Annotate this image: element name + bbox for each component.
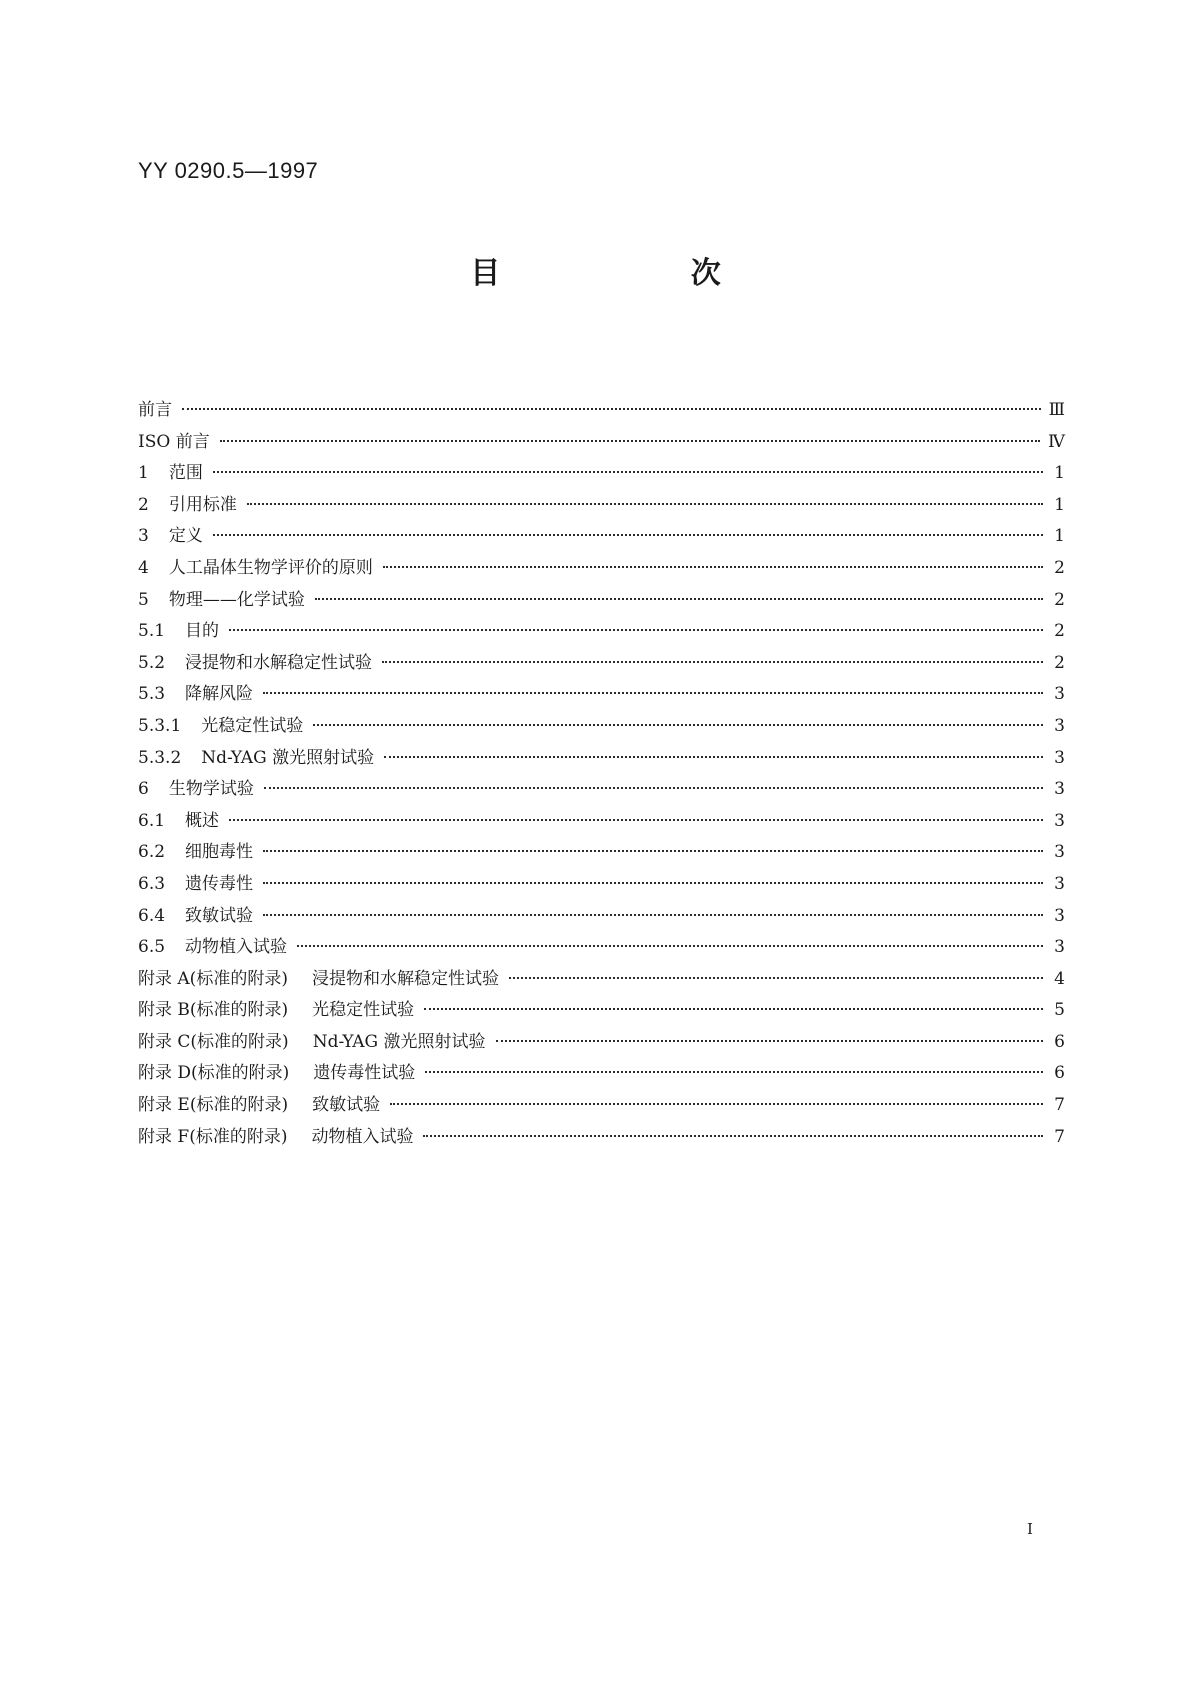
dot-leader	[383, 566, 1043, 568]
toc-entry-page: 3	[1054, 715, 1065, 736]
toc-entry[interactable]	[138, 837, 1065, 869]
toc-entry-page: 3	[1054, 684, 1065, 705]
toc-entry-number: 6.3	[138, 873, 166, 894]
dot-leader	[297, 945, 1043, 947]
toc-entry-title: 前言	[138, 400, 172, 420]
toc-entry-page: 3	[1054, 779, 1065, 800]
toc-entry[interactable]	[138, 1027, 1065, 1059]
dot-leader	[229, 819, 1043, 821]
toc-entry-page: 4	[1054, 968, 1065, 989]
dot-leader	[509, 977, 1043, 979]
page-number: I	[1027, 1520, 1033, 1538]
toc-entry-page: 2	[1054, 589, 1065, 610]
toc-entry-page: 3	[1054, 747, 1065, 768]
dot-leader	[382, 661, 1043, 663]
toc-entry-number: 附录 D(标准的附录)	[138, 1063, 290, 1084]
toc-entry-number: 附录 C(标准的附录)	[138, 1031, 289, 1052]
toc-entry-title: 浸提物和水解稳定性试验	[311, 968, 499, 989]
toc-entry[interactable]	[138, 1058, 1065, 1090]
toc-entry[interactable]	[138, 964, 1065, 996]
toc-entry-page: 6	[1054, 1063, 1065, 1084]
toc-entry-page: 1	[1054, 526, 1065, 547]
dot-leader	[263, 850, 1043, 852]
toc-entry[interactable]	[138, 711, 1065, 743]
toc-entry-number: 6.4	[138, 905, 166, 926]
toc-entry-page: 1	[1054, 463, 1065, 484]
toc-entry-page: 3	[1054, 873, 1065, 894]
toc-entry[interactable]	[138, 869, 1065, 901]
dot-leader	[220, 440, 1040, 442]
toc-entry[interactable]	[138, 1090, 1065, 1122]
toc-entry-page: 6	[1054, 1031, 1065, 1052]
toc-entry-title: 生物学试验	[168, 779, 254, 800]
toc-entry-title: 光稳定性试验	[312, 1000, 415, 1021]
dot-leader	[213, 534, 1043, 536]
toc-entry-number: 5.3	[138, 684, 166, 705]
toc-entry-page: 3	[1054, 810, 1065, 831]
dot-leader	[263, 692, 1043, 694]
toc-entry-number: 附录 B(标准的附录)	[138, 1000, 289, 1021]
toc-entry-number: 1	[138, 463, 149, 484]
dot-leader	[423, 1135, 1043, 1137]
toc-entry[interactable]	[138, 490, 1065, 522]
toc-entry-title: 定义	[168, 526, 203, 547]
dot-leader	[315, 598, 1043, 600]
toc-entry-number: 5.2	[138, 652, 166, 673]
dot-leader	[229, 629, 1043, 631]
toc-entry-page: 7	[1054, 1126, 1065, 1147]
toc-entry-title: 细胞毒性	[185, 842, 254, 863]
toc-entry-page: Ⅳ	[1048, 431, 1065, 452]
toc-entry-title: 致敏试验	[185, 905, 254, 926]
toc-entry[interactable]	[138, 648, 1065, 680]
toc-entry-title: 浸提物和水解稳定性试验	[185, 652, 373, 673]
toc-entry[interactable]	[138, 743, 1065, 775]
toc-entry[interactable]	[138, 901, 1065, 933]
toc-entry[interactable]	[138, 932, 1065, 964]
toc-entry-title: ISO 前言	[138, 431, 210, 452]
toc-entry-number: 6.2	[138, 842, 166, 863]
toc-entry[interactable]	[138, 806, 1065, 838]
dot-leader	[263, 914, 1043, 916]
toc-entry[interactable]	[138, 458, 1065, 490]
toc-entry[interactable]	[138, 553, 1065, 585]
dot-leader	[247, 503, 1043, 505]
page-title: 目 次	[470, 256, 811, 291]
toc-entry-number: 附录 A(标准的附录)	[138, 968, 288, 989]
toc-entry-number: 5	[138, 589, 149, 610]
toc-entry[interactable]	[138, 521, 1065, 553]
toc-entry[interactable]	[138, 679, 1065, 711]
toc-entry[interactable]	[138, 1122, 1065, 1154]
toc-entry-title: 动物植入试验	[185, 937, 288, 958]
dot-leader	[313, 724, 1043, 726]
dot-leader	[424, 1008, 1043, 1010]
dot-leader	[182, 408, 1041, 410]
dot-leader	[264, 787, 1043, 789]
toc-entry-title: Nd-YAG 激光照射试验	[201, 747, 375, 768]
toc-entry-page: Ⅲ	[1048, 400, 1065, 420]
toc-entry-number: 附录 F(标准的附录)	[138, 1126, 288, 1147]
dot-leader	[390, 1103, 1043, 1105]
dot-leader	[213, 471, 1043, 473]
toc-entry-title: 范围	[168, 463, 203, 484]
toc-entry-title: 物理——化学试验	[168, 589, 305, 610]
dot-leader	[263, 882, 1043, 884]
toc-entry[interactable]	[138, 616, 1065, 648]
toc-entry[interactable]	[138, 395, 1065, 427]
toc-entry-number: 6.1	[138, 810, 166, 831]
toc-entry-page: 3	[1054, 842, 1065, 863]
toc-entry-number: 6.5	[138, 937, 166, 958]
toc-entry-number: 6	[138, 779, 149, 800]
toc-entry-page: 5	[1054, 1000, 1065, 1021]
toc-entry-number: 5.1	[138, 621, 166, 642]
toc-entry-title: 人工晶体生物学评价的原则	[168, 557, 373, 578]
toc-entry-page: 7	[1054, 1095, 1065, 1116]
toc-entry-number: 5.3.2	[138, 747, 182, 768]
toc-entry-page: 3	[1054, 905, 1065, 926]
toc-entry[interactable]	[138, 427, 1065, 459]
toc-entry-title: 目的	[185, 621, 220, 642]
toc-entry-title: 致敏试验	[312, 1095, 381, 1116]
toc-entry[interactable]	[138, 995, 1065, 1027]
toc-entry-number: 2	[138, 494, 149, 515]
toc-entry-number: 3	[138, 526, 149, 547]
dot-leader	[496, 1040, 1044, 1042]
toc-entry-number: 5.3.1	[138, 715, 182, 736]
toc-entry-page: 3	[1054, 937, 1065, 958]
table-of-contents	[138, 395, 1065, 1153]
toc-entry-title: 引用标准	[168, 494, 237, 515]
toc-entry-page: 2	[1054, 557, 1065, 578]
toc-entry-title: 动物植入试验	[311, 1126, 414, 1147]
toc-entry-page: 2	[1054, 621, 1065, 642]
toc-entry[interactable]	[138, 585, 1065, 617]
toc-entry-number: 4	[138, 557, 149, 578]
toc-entry-title: 遗传毒性	[185, 873, 254, 894]
toc-entry-title: 概述	[185, 810, 220, 831]
dot-leader	[384, 756, 1043, 758]
toc-entry-title: 降解风险	[185, 684, 254, 705]
toc-entry[interactable]	[138, 774, 1065, 806]
toc-entry-title: Nd-YAG 激光照射试验	[312, 1031, 486, 1052]
dot-leader	[425, 1071, 1043, 1073]
toc-entry-number: 附录 E(标准的附录)	[138, 1095, 289, 1116]
toc-entry-page: 1	[1054, 494, 1065, 515]
toc-entry-page: 2	[1054, 652, 1065, 673]
toc-entry-title: 光稳定性试验	[201, 715, 304, 736]
standard-code: YY 0290.5—1997	[138, 158, 319, 183]
toc-entry-title: 遗传毒性试验	[313, 1063, 416, 1084]
